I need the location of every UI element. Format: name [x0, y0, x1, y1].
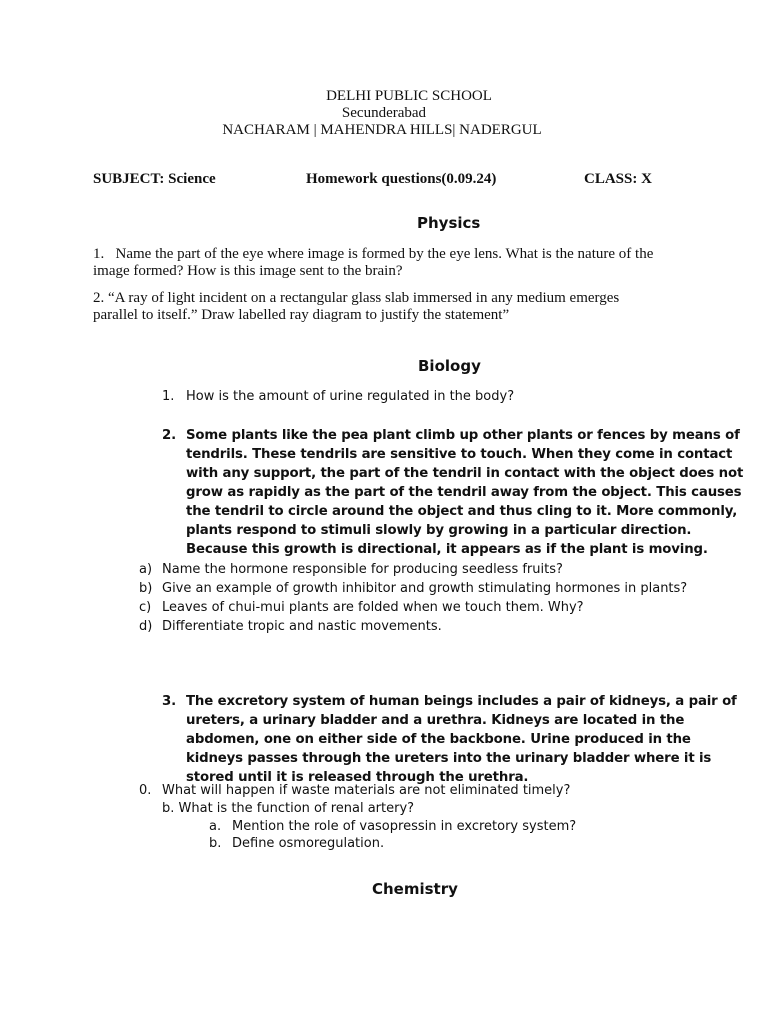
- subquestion-item: [139, 579, 759, 598]
- passage-line: abdomen, one on either side of the backbone. Urine produced in the: [186, 732, 691, 747]
- biology-q3-sub0-label: 0.: [139, 783, 152, 798]
- subject-label: SUBJECT: Science: [93, 171, 216, 187]
- biology-q2-passage: [186, 426, 746, 559]
- passage-line: the tendril to circle around the object and thus cling to it. More commonly,: [186, 504, 738, 519]
- biology-heading: Biology: [418, 357, 481, 375]
- subquestion-label: b): [139, 581, 153, 596]
- subquestion-item: [139, 560, 759, 579]
- passage-line: plants respond to stimuli slowly by growing in a particular direction.: [186, 523, 692, 538]
- subquestion-text: Differentiate tropic and nastic movements.: [162, 619, 442, 634]
- physics-question-1: [93, 246, 693, 280]
- subquestion-text: Give an example of growth inhibitor and growth stimulating hormones in plants?: [162, 581, 688, 596]
- passage-line: stored until it is released through the urethra.: [186, 770, 529, 785]
- biology-q3-subitem-b-label: b.: [209, 836, 222, 851]
- subquestion-item: [139, 598, 759, 617]
- homework-title: Homework questions(0.09.24): [306, 171, 497, 187]
- subquestion-label: c): [139, 600, 152, 615]
- passage-line: with any support, the part of the tendril in contact with the object does not: [186, 466, 744, 481]
- school-city: Secunderabad: [341, 105, 427, 121]
- biology-q1-text: How is the amount of urine regulated in the body?: [186, 389, 515, 404]
- passage-line: grow as rapidly as the part of the tendril away from the object. This causes: [186, 485, 742, 500]
- physics-q1-number: 1.: [93, 246, 105, 262]
- chemistry-heading: Chemistry: [372, 880, 458, 898]
- biology-q2-subquestions: [139, 560, 759, 636]
- physics-question-2: [93, 290, 693, 324]
- passage-line: Because this growth is directional, it appears as if the plant is moving.: [186, 542, 708, 557]
- physics-heading: Physics: [417, 214, 481, 232]
- biology-q3-sub0-text: What will happen if waste materials are not eliminated timely?: [162, 783, 571, 798]
- subquestion-text: Name the hormone responsible for producing seedless fruits?: [162, 562, 563, 577]
- physics-q1-line-1: Name the part of the eye where image is formed by the eye lens. What is the nature of the: [115, 246, 654, 262]
- biology-q3-subitem-a-text: Mention the role of vasopressin in excretory system?: [232, 819, 577, 834]
- biology-q3-passage: [186, 692, 746, 787]
- biology-q3-subb: b. What is the function of renal artery?: [162, 801, 415, 816]
- passage-line: tendrils. These tendrils are sensitive to touch. When they come in contact: [186, 447, 733, 462]
- subquestion-text: Leaves of chui-mui plants are folded when we touch them. Why?: [162, 600, 584, 615]
- class-label: CLASS: X: [584, 171, 652, 187]
- physics-q1-line-2: image formed? How is this image sent to the brain?: [93, 263, 403, 279]
- school-branches: NACHARAM | MAHENDRA HILLS| NADERGUL: [222, 122, 542, 138]
- passage-line: The excretory system of human beings includes a pair of kidneys, a pair of: [186, 694, 737, 709]
- subquestion-item: [139, 617, 759, 636]
- physics-q2-line-1: 2. “A ray of light incident on a rectangular glass slab immersed in any medium emerges: [93, 290, 620, 306]
- subquestion-label: d): [139, 619, 153, 634]
- passage-line: ureters, a urinary bladder and a urethra. Kidneys are located in the: [186, 713, 685, 728]
- biology-q1-number: 1.: [162, 389, 175, 404]
- biology-q3-number: 3.: [162, 694, 177, 709]
- subquestion-label: a): [139, 562, 153, 577]
- physics-q2-line-2: parallel to itself.” Draw labelled ray diagram to justify the statement”: [93, 307, 510, 323]
- passage-line: kidneys passes through the ureters into the urinary bladder where it is: [186, 751, 712, 766]
- biology-q3-subitem-a-label: a.: [209, 819, 222, 834]
- biology-q3-subitem-b-text: Define osmoregulation.: [232, 836, 385, 851]
- school-name: DELHI PUBLIC SCHOOL: [326, 88, 492, 104]
- passage-line: Some plants like the pea plant climb up other plants or fences by means of: [186, 428, 740, 443]
- biology-q2-number: 2.: [162, 428, 177, 443]
